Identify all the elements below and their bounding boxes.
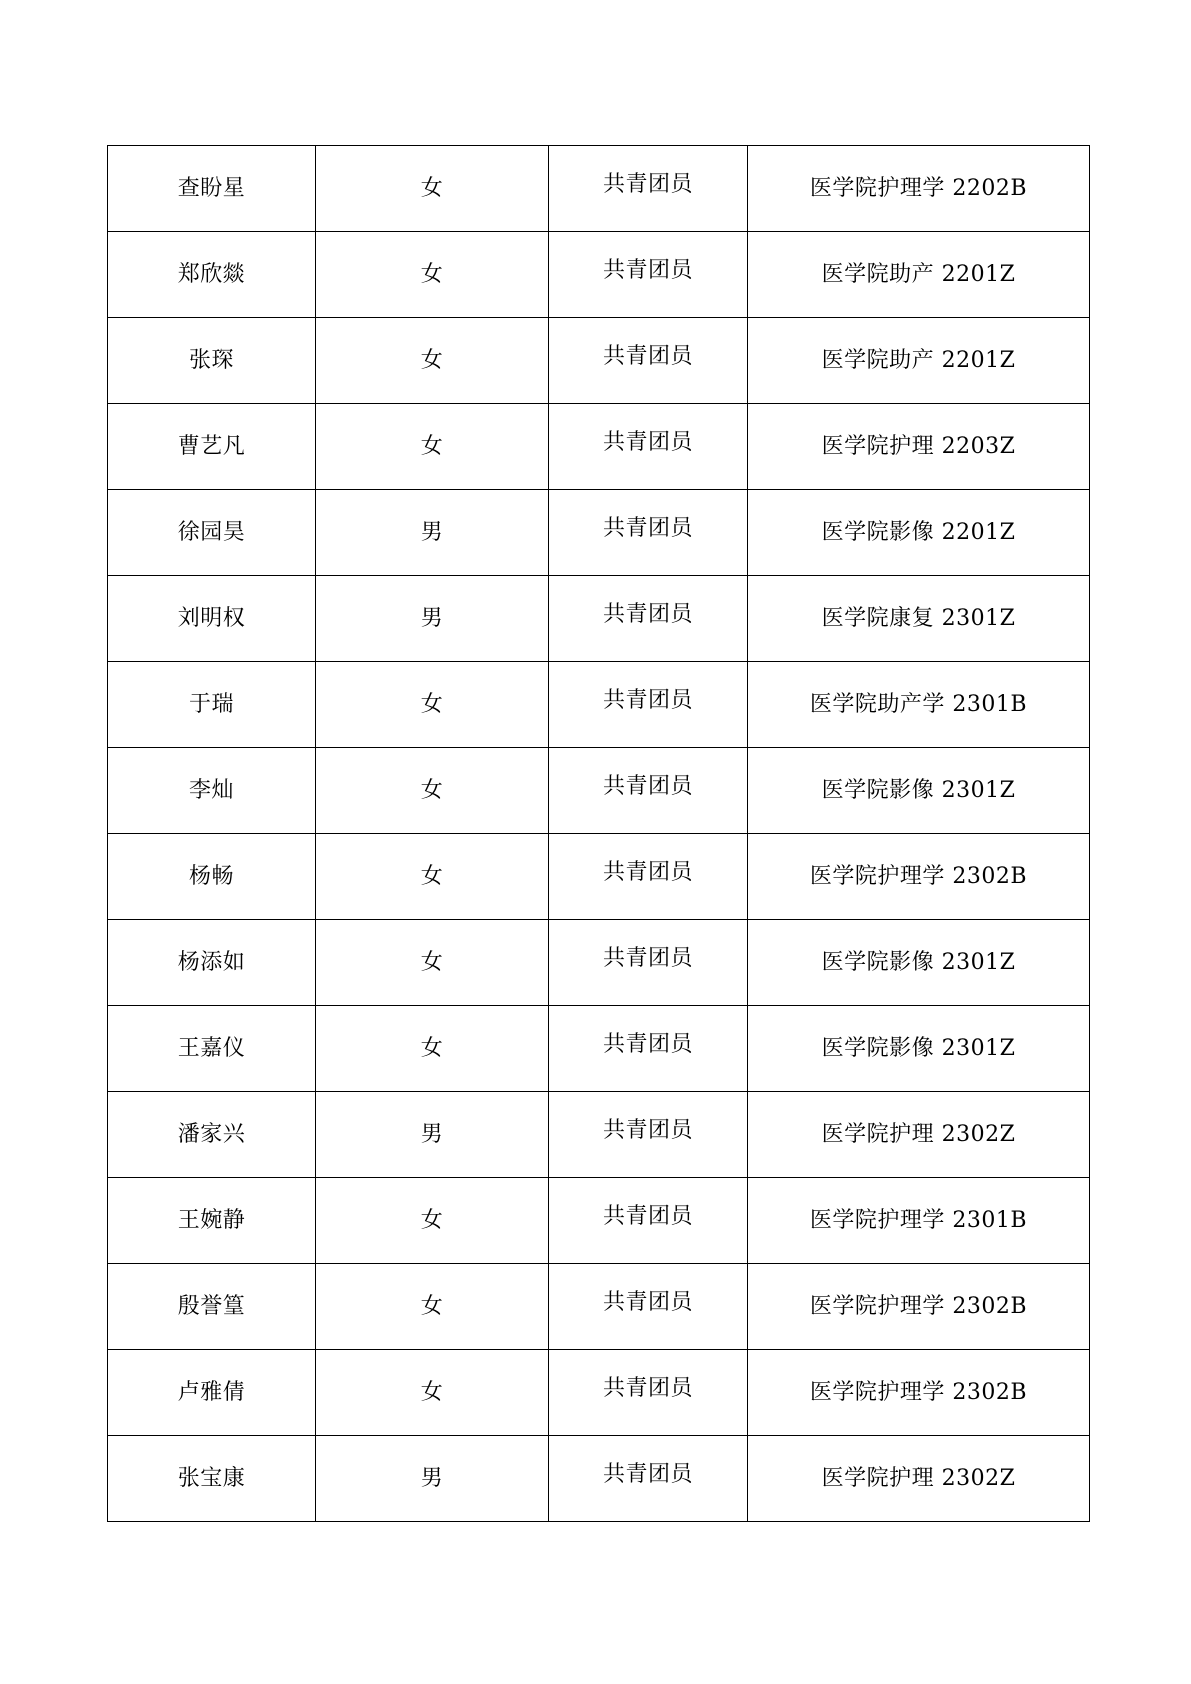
- political-status-cell: [549, 1006, 748, 1092]
- class-cell: 医学院助产学 2301B: [748, 662, 1090, 748]
- table-row: [108, 1264, 1090, 1350]
- political-status-cell: [549, 490, 748, 576]
- political-status-cell: [549, 662, 748, 748]
- class-cell: 医学院护理 2302Z: [748, 1092, 1090, 1178]
- name-cell: 潘家兴: [108, 1092, 316, 1178]
- class-cell: 医学院护理 2203Z: [748, 404, 1090, 490]
- class-cell: 医学院影像 2301Z: [748, 1006, 1090, 1092]
- name-cell: 于瑞: [108, 662, 316, 748]
- political-status-cell: [549, 404, 748, 490]
- political-status-cell: [549, 146, 748, 232]
- political-status-text: 共青团员: [602, 1031, 693, 1057]
- gender-cell: 女: [316, 920, 549, 1006]
- class-cell: 医学院护理学 2302B: [748, 834, 1090, 920]
- member-roster-table: [107, 145, 1090, 1522]
- gender-cell: 女: [316, 1178, 549, 1264]
- gender-cell: 女: [316, 748, 549, 834]
- political-status-text: 共青团员: [602, 859, 693, 885]
- political-status-text: 共青团员: [602, 343, 693, 369]
- political-status-cell: [549, 834, 748, 920]
- table-row: [108, 318, 1090, 404]
- gender-cell: 女: [316, 318, 549, 404]
- gender-cell: 女: [316, 662, 549, 748]
- name-cell: 郑欣燚: [108, 232, 316, 318]
- political-status-text: 共青团员: [602, 1375, 693, 1401]
- political-status-cell: [549, 232, 748, 318]
- name-cell: 张宝康: [108, 1436, 316, 1522]
- class-cell: 医学院护理学 2302B: [748, 1264, 1090, 1350]
- name-cell: 查盼星: [108, 146, 316, 232]
- political-status-cell: [549, 1436, 748, 1522]
- class-cell: 医学院护理学 2301B: [748, 1178, 1090, 1264]
- gender-cell: 女: [316, 232, 549, 318]
- table-row: [108, 920, 1090, 1006]
- gender-cell: 女: [316, 1350, 549, 1436]
- name-cell: 杨添如: [108, 920, 316, 1006]
- class-cell: 医学院护理 2302Z: [748, 1436, 1090, 1522]
- table-row: [108, 146, 1090, 232]
- political-status-cell: [549, 1178, 748, 1264]
- political-status-text: 共青团员: [602, 171, 693, 197]
- table-row: [108, 1006, 1090, 1092]
- political-status-text: 共青团员: [602, 601, 693, 627]
- gender-cell: 女: [316, 146, 549, 232]
- political-status-text: 共青团员: [602, 945, 693, 971]
- political-status-text: 共青团员: [602, 515, 693, 541]
- name-cell: 刘明权: [108, 576, 316, 662]
- name-cell: 张琛: [108, 318, 316, 404]
- class-cell: 医学院影像 2301Z: [748, 748, 1090, 834]
- name-cell: 卢雅倩: [108, 1350, 316, 1436]
- political-status-cell: [549, 576, 748, 662]
- political-status-cell: [549, 920, 748, 1006]
- class-cell: 医学院影像 2301Z: [748, 920, 1090, 1006]
- gender-cell: 女: [316, 834, 549, 920]
- political-status-cell: [549, 1264, 748, 1350]
- political-status-text: 共青团员: [602, 687, 693, 713]
- table-row: [108, 1436, 1090, 1522]
- table-row: [108, 1350, 1090, 1436]
- table-row: [108, 232, 1090, 318]
- name-cell: 徐园昊: [108, 490, 316, 576]
- table-row: [108, 1092, 1090, 1178]
- table-row: [108, 576, 1090, 662]
- political-status-text: 共青团员: [602, 257, 693, 283]
- class-cell: 医学院影像 2201Z: [748, 490, 1090, 576]
- political-status-cell: [549, 748, 748, 834]
- political-status-text: 共青团员: [602, 429, 693, 455]
- gender-cell: 男: [316, 490, 549, 576]
- class-cell: 医学院康复 2301Z: [748, 576, 1090, 662]
- class-cell: 医学院护理学 2202B: [748, 146, 1090, 232]
- political-status-text: 共青团员: [602, 1117, 693, 1143]
- gender-cell: 女: [316, 1264, 549, 1350]
- gender-cell: 男: [316, 1436, 549, 1522]
- political-status-text: 共青团员: [602, 1289, 693, 1315]
- class-cell: 医学院助产 2201Z: [748, 318, 1090, 404]
- table-row: [108, 490, 1090, 576]
- table-row: [108, 834, 1090, 920]
- name-cell: 王婉静: [108, 1178, 316, 1264]
- gender-cell: 男: [316, 1092, 549, 1178]
- gender-cell: 男: [316, 576, 549, 662]
- political-status-cell: [549, 1350, 748, 1436]
- political-status-cell: [549, 1092, 748, 1178]
- class-cell: 医学院助产 2201Z: [748, 232, 1090, 318]
- name-cell: 王嘉仪: [108, 1006, 316, 1092]
- class-cell: 医学院护理学 2302B: [748, 1350, 1090, 1436]
- political-status-text: 共青团员: [602, 1461, 693, 1487]
- table-row: [108, 662, 1090, 748]
- name-cell: 曹艺凡: [108, 404, 316, 490]
- roster-body: [108, 146, 1090, 1522]
- political-status-text: 共青团员: [602, 1203, 693, 1229]
- table-row: [108, 748, 1090, 834]
- political-status-cell: [549, 318, 748, 404]
- table-row: [108, 1178, 1090, 1264]
- name-cell: 杨畅: [108, 834, 316, 920]
- table-row: [108, 404, 1090, 490]
- name-cell: 殷誉篁: [108, 1264, 316, 1350]
- gender-cell: 女: [316, 404, 549, 490]
- gender-cell: 女: [316, 1006, 549, 1092]
- political-status-text: 共青团员: [602, 773, 693, 799]
- name-cell: 李灿: [108, 748, 316, 834]
